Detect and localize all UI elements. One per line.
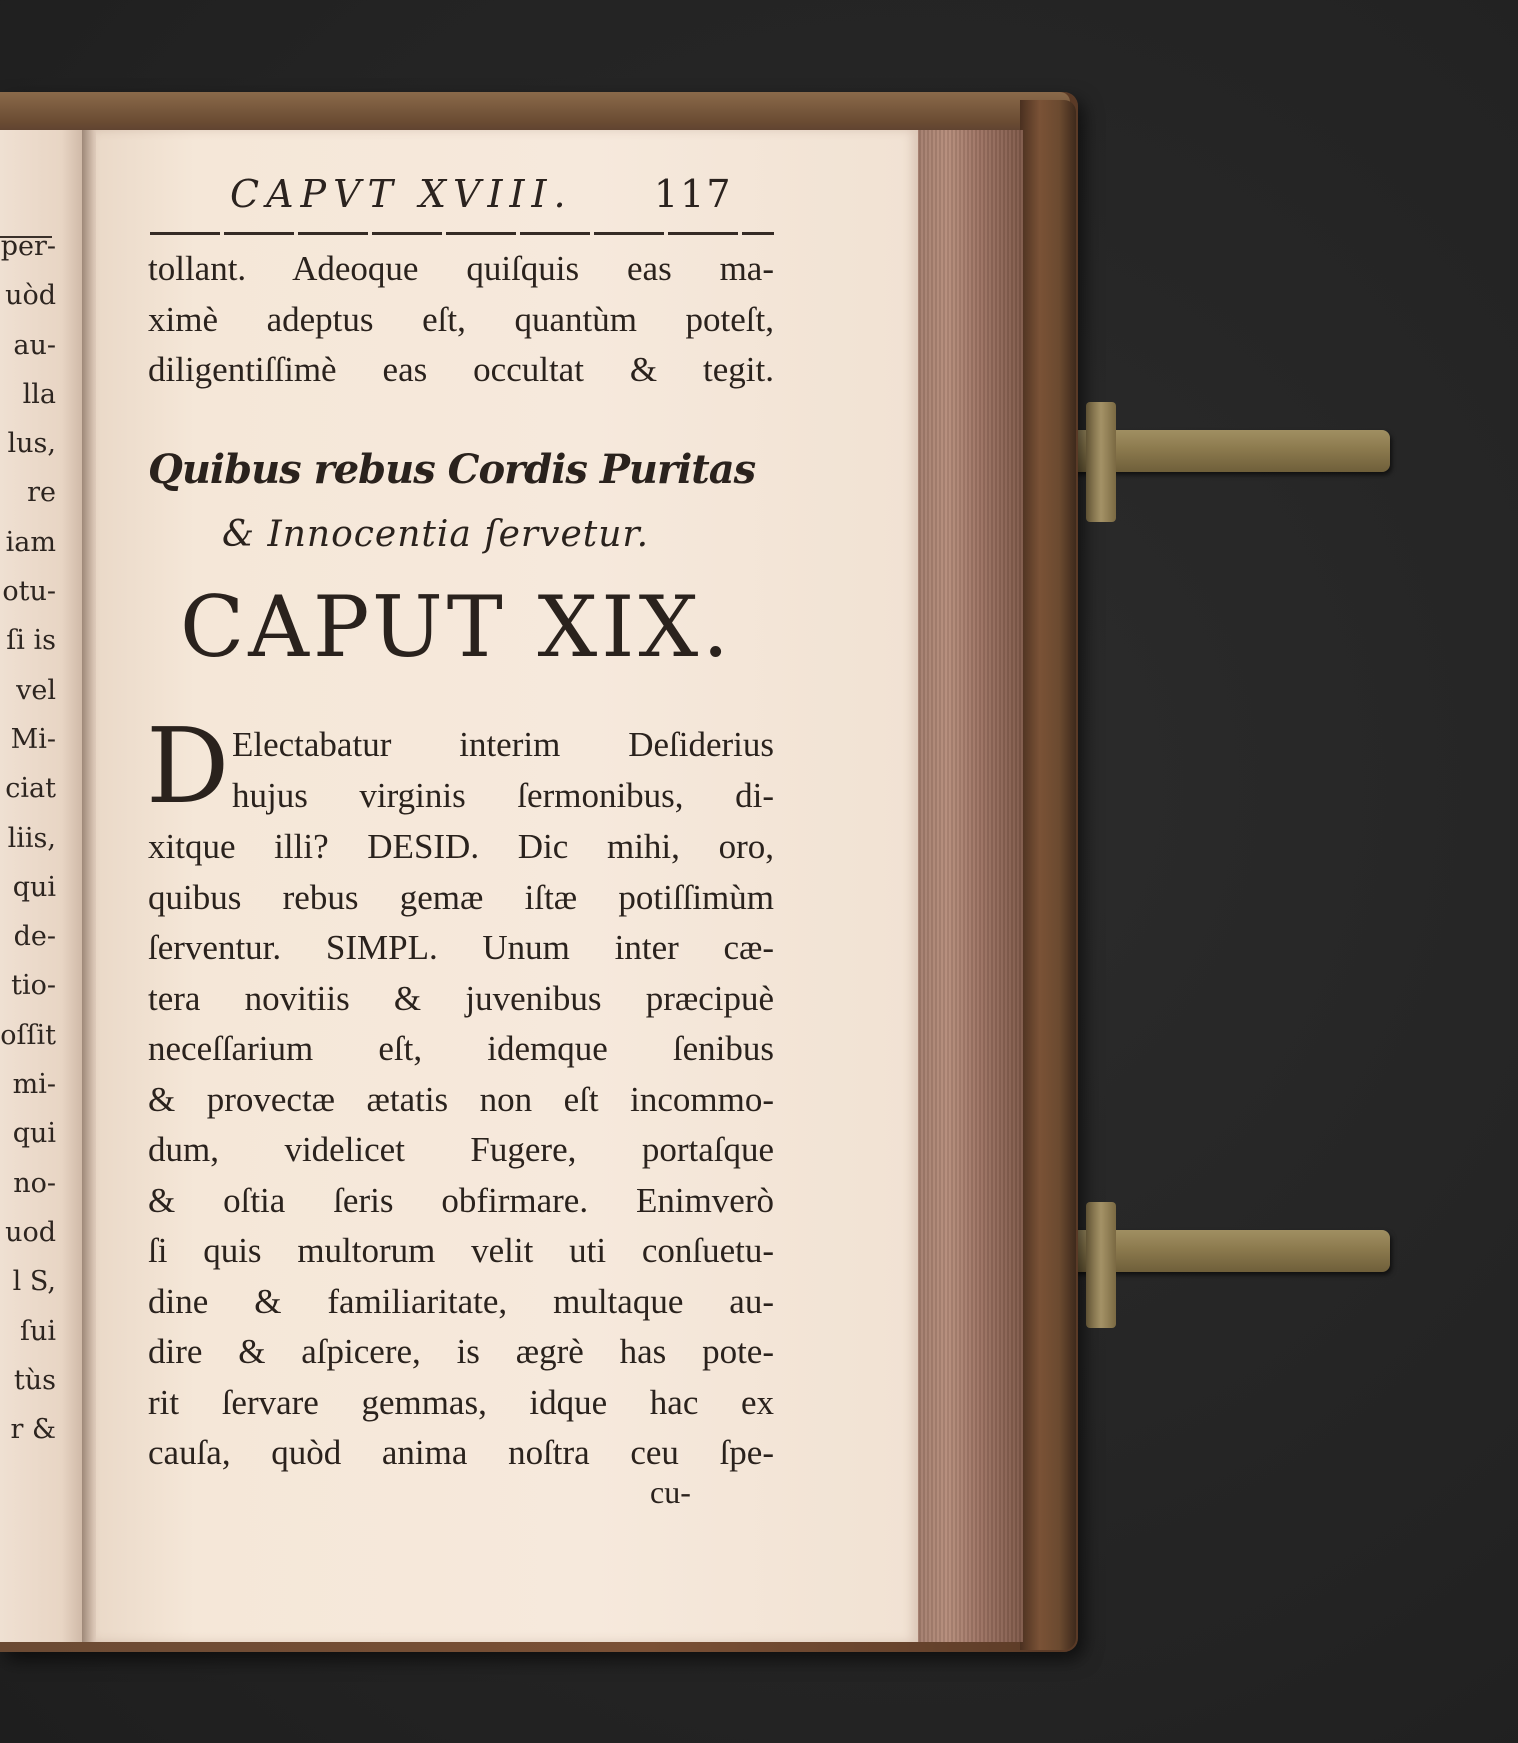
left-page-fragment: uod: [5, 1216, 56, 1248]
opening-paragraph: [148, 244, 774, 396]
left-page-fragment: iam: [5, 526, 56, 558]
text-line: Electabatur interim Deſiderius: [232, 725, 774, 764]
left-page-fragment: tùs: [13, 1364, 56, 1396]
left-page-fragment: lus,: [7, 428, 56, 460]
left-page-fragment: Mi-: [10, 723, 56, 755]
left-page-fragment: uòd: [5, 280, 56, 312]
dropcap-paragraph-lines: [232, 720, 774, 821]
text-line: dine & familiaritate, multaque au-: [148, 1281, 774, 1321]
text-line: neceſſarium eſt, idemque ſenibus: [148, 1029, 774, 1068]
left-page-fragment: otu-: [2, 576, 56, 608]
text-line: ſerventur. SIMPL. Unum inter cæ-: [148, 928, 774, 967]
left-page-fragment: per-: [0, 231, 56, 262]
left-page-fragment: ſi is: [6, 625, 56, 657]
left-page-fragment: lla: [22, 378, 56, 410]
upper-clasp: [1070, 430, 1390, 472]
text-line: tera novitiis & juvenibus præcipuè: [148, 978, 774, 1018]
section-heading-line2: & Innocentia ſervetur.: [222, 514, 650, 555]
text-line: hujus virginis ſermonibus, di-: [232, 775, 774, 815]
chapter-heading: CAPUT XIX.: [180, 578, 733, 676]
text-line: rit ſervare gemmas, idque hac ex: [148, 1382, 774, 1422]
running-head-title: CAPVT XVIII.: [230, 172, 573, 216]
left-page-fragment: oſſit: [0, 1019, 56, 1051]
text-line: dire & aſpicere, is ægrè has pote-: [148, 1332, 774, 1371]
text-line: dum, videlicet Fugere, portaſque: [148, 1130, 774, 1169]
left-page-fragment: tio-: [11, 970, 56, 1002]
left-page-fragment: ciat: [5, 773, 56, 805]
left-page-fragment: r &: [10, 1414, 56, 1446]
left-page-fragment: liis,: [7, 822, 56, 854]
upper-clasp-hinge: [1086, 402, 1116, 522]
drop-cap: D: [146, 705, 230, 827]
book-headcap: [0, 92, 1070, 134]
text-line: & oſtia ſeris obfirmare. Enimverò: [148, 1180, 774, 1220]
left-page-fragment: qui: [12, 1118, 56, 1150]
page-block-edge: [915, 130, 1023, 1642]
text-line: tollant. Adeoque quiſquis eas ma-: [148, 249, 774, 288]
text-line: & provectæ ætatis non eſt incommo-: [148, 1079, 774, 1119]
lower-clasp: [1070, 1230, 1390, 1272]
running-head: [150, 172, 770, 226]
book-board-edge: [1020, 100, 1076, 1650]
text-line: xitque illi? DESID. Dic mihi, oro,: [148, 827, 774, 866]
lower-clasp-hinge: [1086, 1202, 1116, 1328]
page-number: 117: [654, 172, 733, 216]
section-heading-line1: Quibus rebus Cordis Puritas: [148, 446, 756, 493]
main-paragraph: [148, 822, 774, 1479]
left-page-fragment: de-: [13, 921, 56, 953]
text-line: diligentiſſimè eas occultat & tegit.: [148, 350, 774, 389]
text-line: cauſa, quòd anima noſtra ceu ſpe-: [148, 1433, 774, 1472]
left-page-fragment: vel: [16, 674, 56, 706]
text-line: ximè adeptus eſt, quantùm poteſt,: [148, 299, 774, 339]
left-page-fragment: mi-: [12, 1069, 56, 1101]
text-line: ſi quis multorum velit uti conſuetu-: [148, 1231, 774, 1270]
running-head-rule: [150, 232, 774, 235]
left-page-fragment: re: [27, 477, 56, 509]
left-page-text: [0, 222, 86, 1454]
left-page-fragment: no-: [13, 1167, 56, 1199]
catchword: cu-: [650, 1474, 691, 1510]
left-page-fragment: au-: [13, 329, 56, 361]
left-page-fragment: l S,: [12, 1266, 56, 1298]
left-page-fragment: qui: [12, 871, 56, 903]
left-page-fragment: ſui: [19, 1315, 56, 1347]
text-line: quibus rebus gemæ iſtæ potiſſimùm: [148, 877, 774, 917]
